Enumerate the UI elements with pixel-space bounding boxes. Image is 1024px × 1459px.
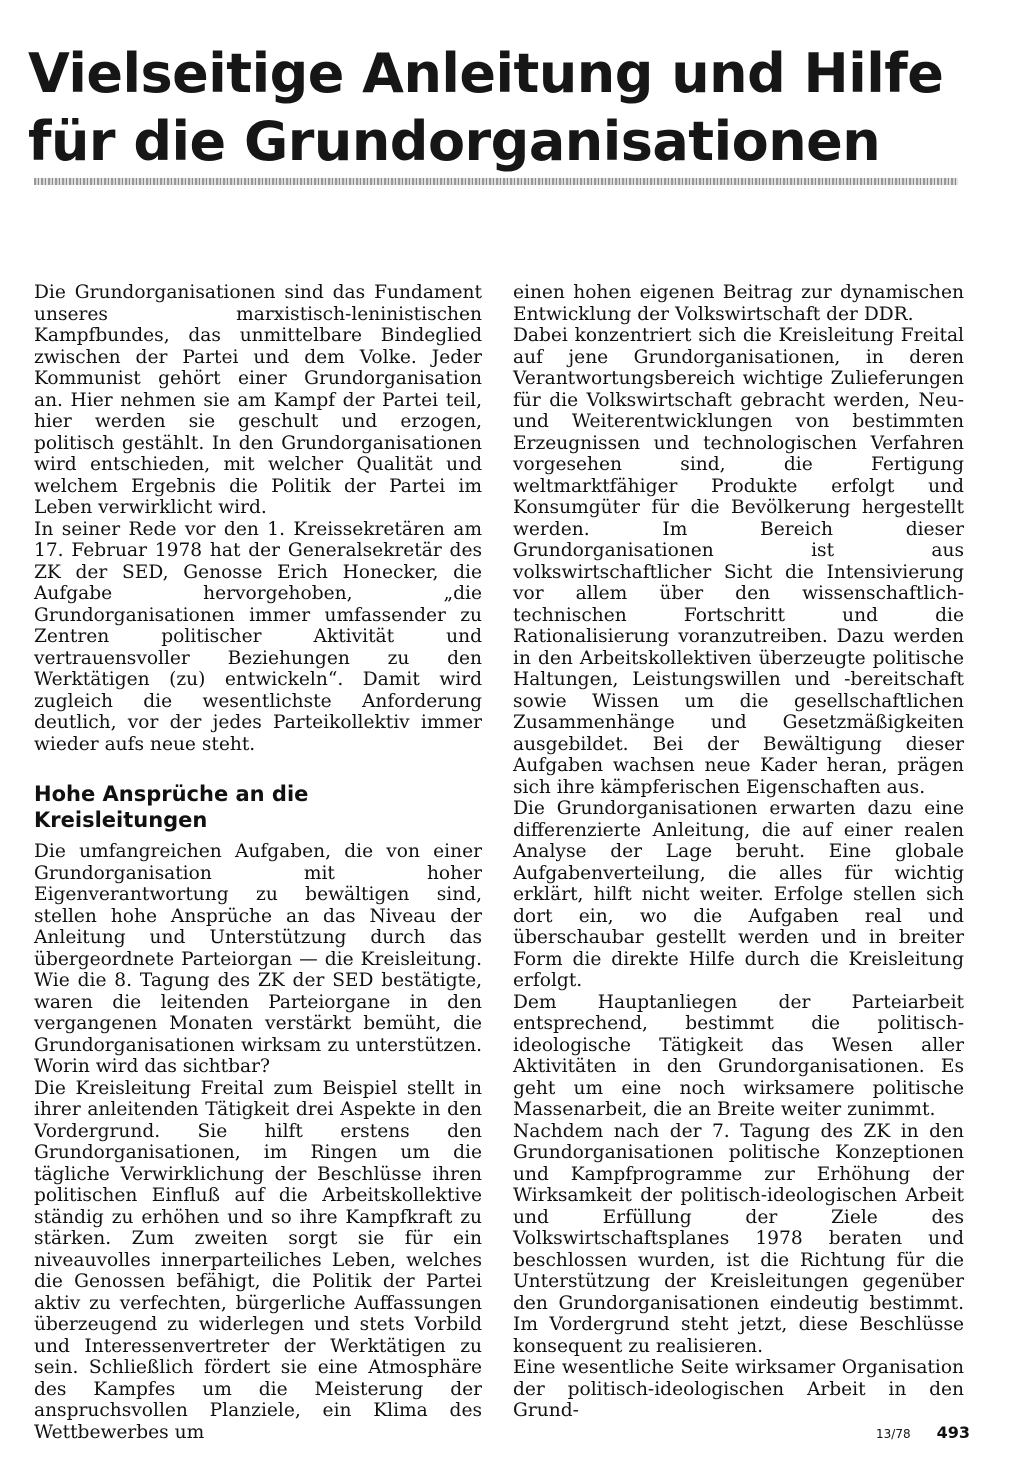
body-paragraph: Eine wesentliche Seite wirksamer Organisation der politisch-ideologischen Arbeit in den Grund- [513,1357,964,1421]
body-paragraph: Die Grundorganisationen sind das Fundament unseres marxistisch-leninistischen Kampfbundes, das unmittelbare Bindeglied zwischen der Partei und dem Volke. Jeder Kommunist gehört einer Grundorganisation an. Hier nehmen sie am Kampf der Partei teil, hier werden sie geschult und erzogen, politisch gestählt. In den Grundorganisationen wird entschieden, mit welcher Qualität und welchem Ergebnis die Politik der Partei im Leben verwirklicht wird. [34,282,482,518]
left-column [34,282,482,1443]
body-paragraph: Die Kreisleitung Freital zum Beispiel stellt in ihrer anleitenden Tätigkeit drei Aspekte in den Vordergrund. Sie hilft erstens den Grundorganisationen, im Ringen um die tägliche Verwirklichung der Beschlüsse ihren politischen Einfluß auf die Arbeitskollektive ständig zu erhöhen und so ihre Kampfkraft zu stärken. Zum zweiten sorgt sie für ein niveauvolles innerparteiliches Leben, welches die Genossen befähigt, die Politik der Partei aktiv zu verfechten, bürgerliche Auffassungen überzeugend zu widerlegen und stets Vorbild und Interessenvertreter der Werktätigen zu sein. Schließlich fördert sie eine Atmosphäre des Kampfes um die Meisterung der anspruchsvollen Planziele, ein Klima des Wettbewerbes um [34,1077,482,1443]
body-paragraph: Die umfangreichen Aufgaben, die von einer Grundorganisation mit hoher Eigenverantwortung zu bewältigen sind, stellen hohe Ansprüche an das Niveau der Anleitung und Unterstützung durch das übergeordnete Parteiorgan — die Kreisleitung. Wie die 8. Tagung des ZK der SED bestätigte, waren die leitenden Parteiorgane in den vergangenen Monaten verstärkt bemüht, die Grundorganisationen wirksam zu unterstützen. Worin wird das sichtbar? [34,841,482,1077]
title-underline-rule [34,178,958,185]
article-title: Vielseitige Anleitung und Hilfe für die Grundorganisationen [28,42,944,173]
body-paragraph: Dabei konzentriert sich die Kreisleitung Freital auf jene Grundorganisationen, in deren Verantwortungsbereich wichtige Zulieferungen für die Volkswirtschaft gebracht werden, Neu- und Weiterentwicklungen von bestimmten Erzeugnissen und technologischen Verfahren vorgesehen sind, die Fertigung weltmarktfähiger Produkte erfolgt und Konsumgüter für die Bevölkerung hergestellt werden. Im Bereich dieser Grundorganisationen ist aus volkswirtschaftlicher Sicht die Intensivierung vor allem über den wissenschaftlich-technischen Fortschritt und die Rationalisierung voranzutreiben. Dazu werden in den Arbeitskollektiven überzeugte politische Haltungen, Leistungswillen und -bereitschaft sowie Wissen um die gesellschaftlichen Zusammenhänge und Gesetzmäßigkeiten ausgebildet. Bei der Bewältigung dieser Aufgaben wachsen neue Kader heran, prägen sich ihre kämpferischen Eigenschaften aus. [513,325,964,798]
page-number: 493 [936,1423,970,1442]
body-paragraph: Dem Hauptanliegen der Parteiarbeit entsprechend, bestimmt die politisch-ideologische Tätigkeit das Wesen aller Aktivitäten in den Grundorganisationen. Es geht um eine noch wirksamere politische Massenarbeit, die an Breite weiter zunimmt. [513,991,964,1120]
issue-number: 13/78 [876,1427,911,1441]
body-paragraph: Nachdem nach der 7. Tagung des ZK in den Grundorganisationen politische Konzeptionen und Kampfprogramme zur Erhöhung der Wirksamkeit der politisch-ideologischen Arbeit und Erfüllung der Ziele des Volkswirtschaftsplanes 1978 beraten und beschlossen wurden, ist die Richtung für die Unterstützung der Kreisleitungen gegenüber den Grundorganisationen eindeutig bestimmt. Im Vordergrund steht jetzt, diese Beschlüsse konsequent zu realisieren. [513,1120,964,1357]
body-paragraph: In seiner Rede vor den 1. Kreissekretären am 17. Februar 1978 hat der Generalsekretär des ZK der SED, Genosse Erich Honecker, die Aufgabe hervorgehoben, „die Grundorganisationen immer umfassender zu Zentren politischer Aktivität und vertrauensvoller Beziehungen zu den Werktätigen (zu) entwickeln“. Damit wird zugleich die wesentlichste Anforderung deutlich, vor der jedes Parteikollektiv immer wieder aufs neue steht. [34,518,482,755]
body-paragraph: einen hohen eigenen Beitrag zur dynamischen Entwicklung der Volkswirtschaft der DDR. [513,282,964,325]
section-heading: Hohe Ansprüche an die Kreisleitungen [34,782,309,832]
body-paragraph: Die Grundorganisationen erwarten dazu eine differenzierte Anleitung, die auf einer realen Analyse der Lage beruht. Eine globale Aufgabenverteilung, die alles für wichtig erklärt, hilft nicht weiter. Erfolge stellen sich dort ein, wo die Aufgaben real und überschaubar gestellt werden und in breiter Form die direkte Hilfe durch die Kreisleitung erfolgt. [513,798,964,991]
right-column [513,282,964,1422]
page-footer [780,1423,970,1442]
